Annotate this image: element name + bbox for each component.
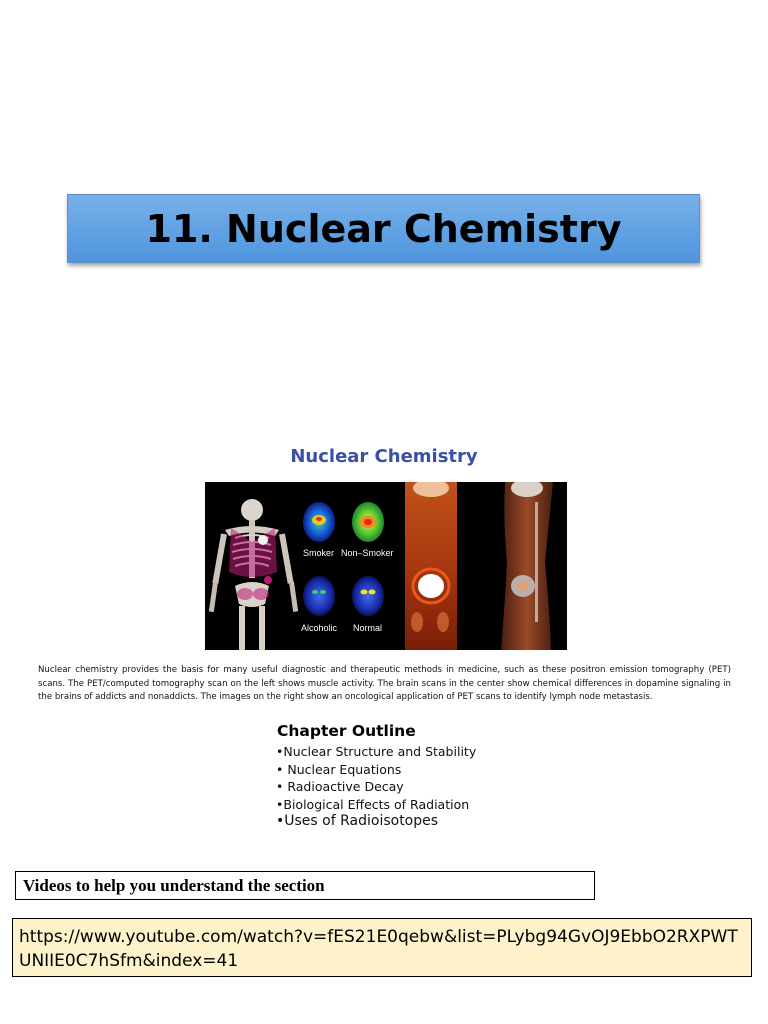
video-link-box[interactable] [12,918,752,977]
figure-caption: Nuclear chemistry provides the basis for many useful diagnostic and therapeutic methods in medicine, such as these positron emission tomography (PET) scans. The PET/computed tomography scan on the left shows muscle activity. The brain scans in the center show chemical differences in dopamine signaling in the brains of addicts and nonaddicts. The images on the right show an oncological application of PET scans to identify lymph node metastasis. [38,665,731,702]
skeleton-scan [209,499,298,650]
brain-label-non-smoker: Non–Smoker [341,548,394,558]
pet-scan-image [205,482,567,650]
videos-label: Videos to help you understand the section [23,875,325,895]
outline-item: •Nuclear Structure and Stability [276,744,477,759]
pet-ct-scan [501,482,553,650]
figure-heading: Nuclear Chemistry [290,446,478,467]
brain-label-smoker: Smoker [303,548,335,558]
chapter-outline-list [276,743,476,831]
outline-item: • Radioactive Decay [276,779,404,794]
videos-label-box [15,871,595,900]
brain-label-alcoholic: Alcoholic [301,623,338,633]
video-link[interactable]: https://www.youtube.com/watch?v=fES21E0qebw&list=PLybg94GvOJ9EbbO2RXPWTUNIIE0C7hSfm&index=41 [19,927,738,971]
brain-scans [303,502,384,616]
title-banner [67,194,700,263]
outline-item: •Uses of Radioisotopes [276,813,439,829]
brain-label-normal: Normal [353,623,383,633]
chapter-outline-title: Chapter Outline [277,722,416,740]
slide-title: 11. Nuclear Chemistry [145,206,622,251]
outline-item: • Nuclear Equations [276,761,402,777]
pet-body-scan [405,482,457,650]
outline-item: •Biological Effects of Radiation [276,796,470,812]
